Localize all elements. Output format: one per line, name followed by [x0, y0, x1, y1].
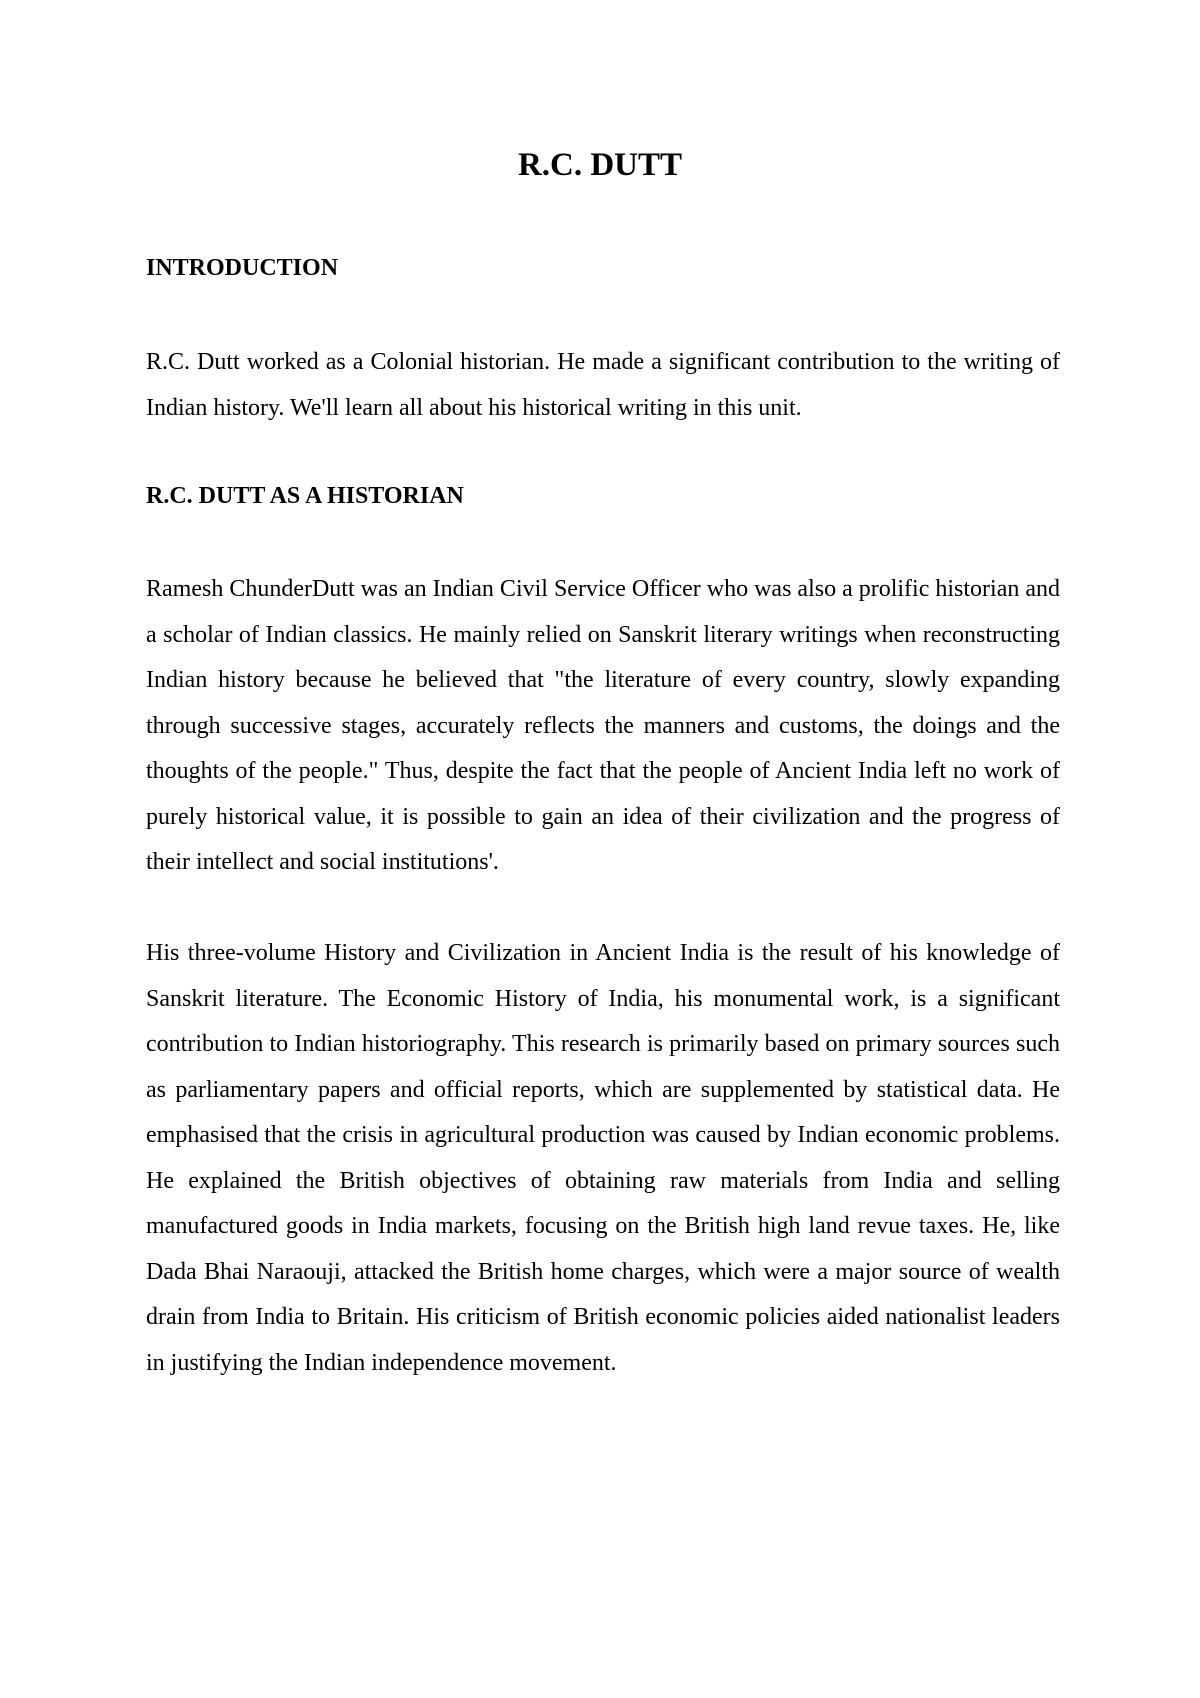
- section-heading-introduction: INTRODUCTION: [146, 255, 339, 281]
- section-heading-historian: R.C. DUTT AS A HISTORIAN: [146, 483, 464, 509]
- introduction-paragraph: R.C. Dutt worked as a Colonial historian. He made a significant contribution to the writing of Indian history. We'll learn all about his historical writing in this unit.: [146, 349, 1060, 421]
- document-title: R.C. DUTT: [517, 147, 683, 183]
- historian-paragraph-1: Ramesh ChunderDutt was an Indian Civil Service Officer who was also a prolific historian and a scholar of Indian classics. He mainly relied on Sanskrit literary writings when reconstructing Indian history because he believed that "the literature of every country, slowly expanding through successive stages, accurately reflects the manners and customs, the doings and the thoughts of the people." Thus, despite the fact that the people of Ancient India left no work of purely historical value, it is possible to gain an idea of their civilization and the progress of their intellect and social institutions'.: [146, 576, 1061, 875]
- historian-paragraph-2: His three-volume History and Civilization in Ancient India is the result of his knowledge of Sanskrit literature. The Economic History of India, his monumental work, is a significant contribution to Indian historiography. This research is primarily based on primary sources such as parliamentary papers and official reports, which are supplemented by statistical data. He emphasised that the crisis in agricultural production was caused by Indian economic problems. He explained the British objectives of obtaining raw materials from India and selling manufactured goods in India markets, focusing on the British high land revue taxes. He, like Dada Bhai Naraouji, attacked the British home charges, which were a major source of wealth drain from India to Britain. His criticism of British economic policies aided nationalist leaders in justifying the Indian independence movement.: [146, 940, 1060, 1376]
